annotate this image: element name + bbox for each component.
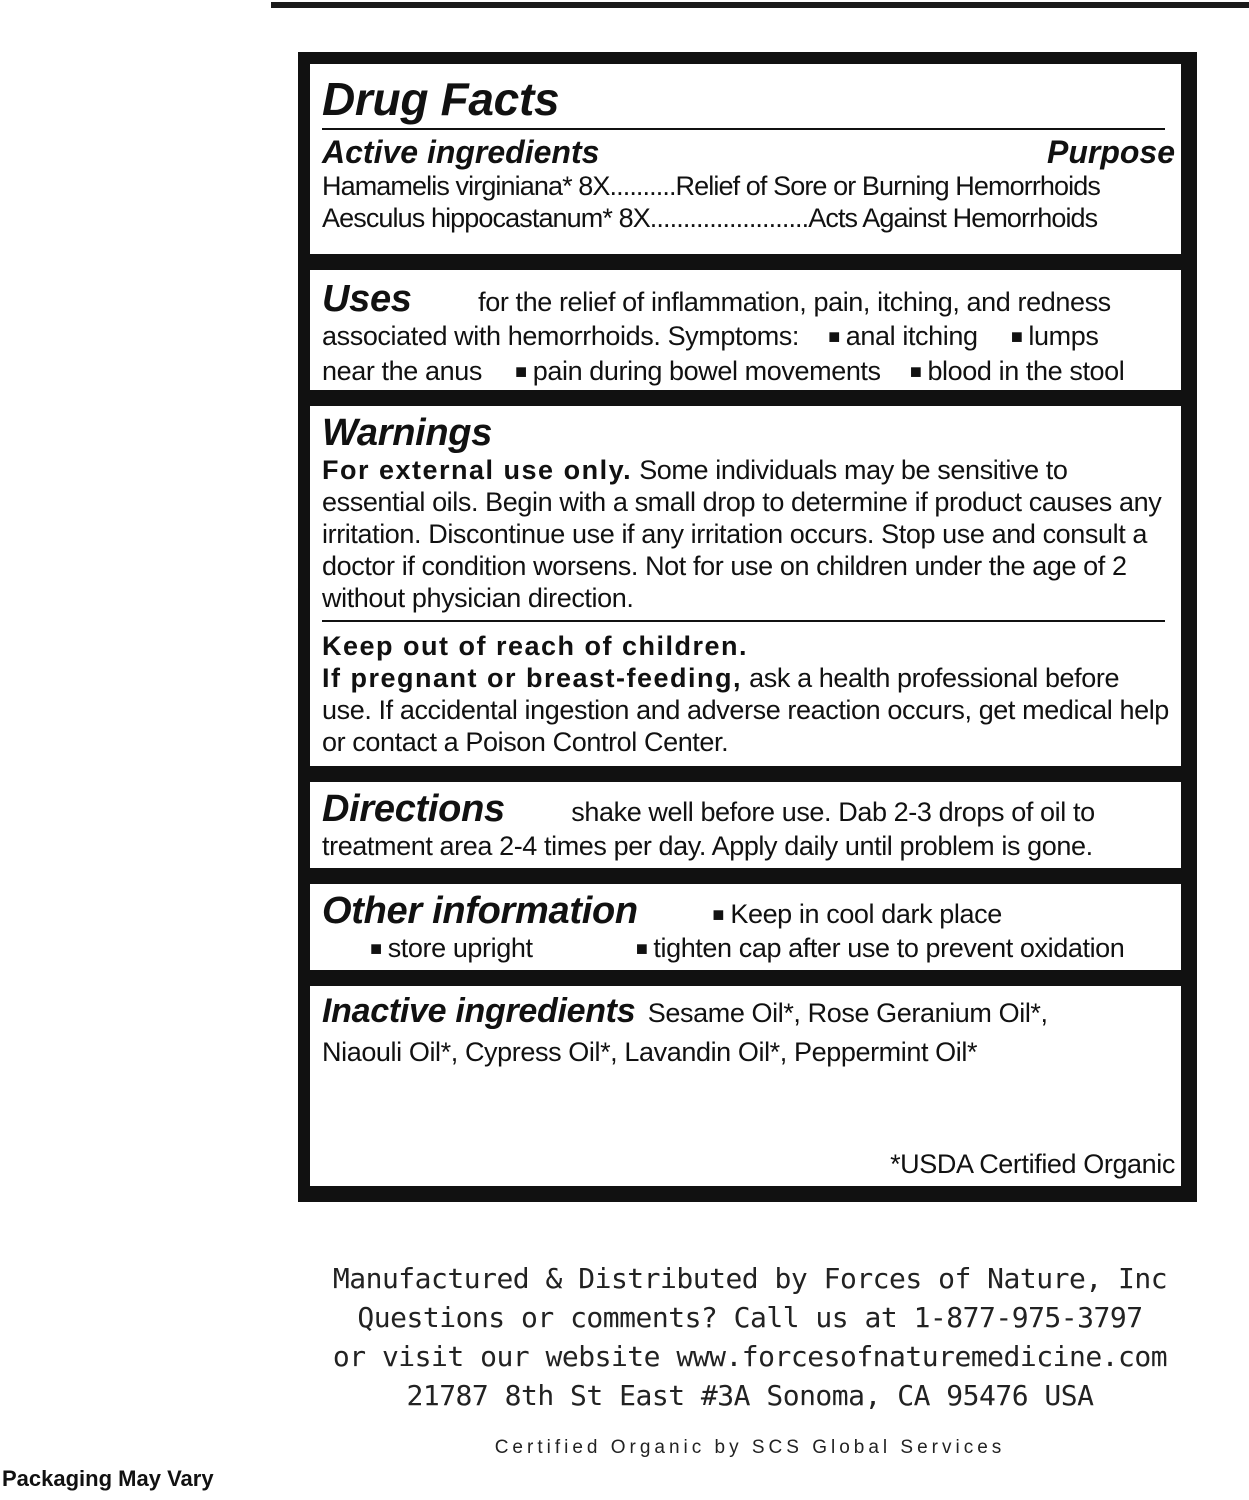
drug-facts-title: Drug Facts [322, 73, 560, 125]
warnings-text [322, 454, 1175, 614]
active-ingredient-line: Aesculus hippocastanum* 8X........................Acts Against Hemorrhoids [322, 203, 1098, 233]
uses-intro: for the relief of inflammation, pain, itching, and redness [478, 287, 1111, 317]
bullet-icon: ■ [712, 904, 725, 926]
bullet-icon: ■ [1010, 326, 1023, 348]
directions-panel [310, 782, 1181, 868]
active-ingredient-line: Hamamelis virginiana* 8X..........Relief of Sore or Burning Hemorrhoids [322, 171, 1100, 201]
uses-line3: near the anus [322, 356, 482, 386]
warnings-body: Some individuals may be sensitive to essential oils. Begin with a small drop to determine if product causes any irritation. Discontinue use if any irritation occurs. Stop use and consult a doctor if condition worsens. Not for use on children under the age of 2 without physician direction. [322, 455, 1162, 613]
top-rule [271, 2, 1249, 8]
inactive-heading: Inactive ingredients [322, 992, 636, 1030]
active-ingredients-heading: Active ingredients [322, 134, 600, 170]
certified-organic-text: Certified Organic by SCS Global Services [494, 1437, 1006, 1458]
active-ingredients-panel [310, 64, 1181, 254]
inactive-text: Niaouli Oil*, Cypress Oil*, Lavandin Oil*, Peppermint Oil* [322, 1037, 978, 1067]
bullet-icon: ■ [635, 938, 648, 960]
footer-line: or visit our website www.forcesofnaturemedicine.com [332, 1340, 1168, 1373]
uses-bullet: lumps [1028, 321, 1099, 351]
usda-note: *USDA Certified Organic [890, 1149, 1175, 1179]
uses-bullet: pain during bowel movements [532, 356, 881, 386]
pregnant-body: ask a health professional before use. If accidental ingestion and adverse reaction occurs, get medical help or contact a Poison Control Center. [322, 663, 1169, 757]
inactive-panel [310, 986, 1181, 1186]
keep-out-text: Keep out of reach of children. [322, 631, 749, 661]
other-bullet: Keep in cool dark place [730, 899, 1002, 929]
external-use-lead: For external use only. [322, 455, 633, 485]
warnings-panel [310, 406, 1181, 766]
other-info-panel [310, 884, 1181, 970]
footer-line: Manufactured & Distributed by Forces of Nature, Inc [332, 1262, 1168, 1295]
divider [322, 620, 1165, 622]
directions-text: treatment area 2-4 times per day. Apply daily until problem is gone. [322, 831, 1093, 861]
bullet-icon: ■ [515, 361, 527, 383]
uses-bullet: anal itching [845, 321, 978, 351]
other-bullet: store upright [387, 933, 533, 963]
other-info-heading: Other information [322, 890, 638, 932]
divider [322, 128, 1165, 130]
inactive-text: Sesame Oil*, Rose Geranium Oil*, [647, 998, 1048, 1028]
drug-facts-label [298, 52, 1197, 1202]
pregnant-lead: If pregnant or breast-feeding, [322, 663, 743, 693]
bullet-icon: ■ [909, 361, 922, 383]
directions-heading: Directions [322, 788, 505, 830]
packaging-note: Packaging May Vary [2, 1466, 214, 1491]
footer-line: 21787 8th St East #3A Sonoma, CA 95476 USA [406, 1379, 1094, 1412]
uses-panel [310, 270, 1181, 390]
uses-heading: Uses [322, 278, 412, 320]
uses-bullet: blood in the stool [927, 356, 1125, 386]
purpose-heading: Purpose [1046, 134, 1175, 170]
footer-line: Questions or comments? Call us at 1-877-975-3797 [357, 1301, 1143, 1334]
other-bullet: tighten cap after use to prevent oxidation [653, 933, 1125, 963]
bullet-icon: ■ [370, 938, 382, 960]
warnings-heading: Warnings [322, 412, 493, 454]
pregnant-text [322, 662, 1175, 758]
uses-line2: associated with hemorrhoids. Symptoms: [322, 321, 799, 351]
bullet-icon: ■ [828, 326, 840, 348]
directions-text: shake well before use. Dab 2-3 drops of oil to [571, 797, 1095, 827]
